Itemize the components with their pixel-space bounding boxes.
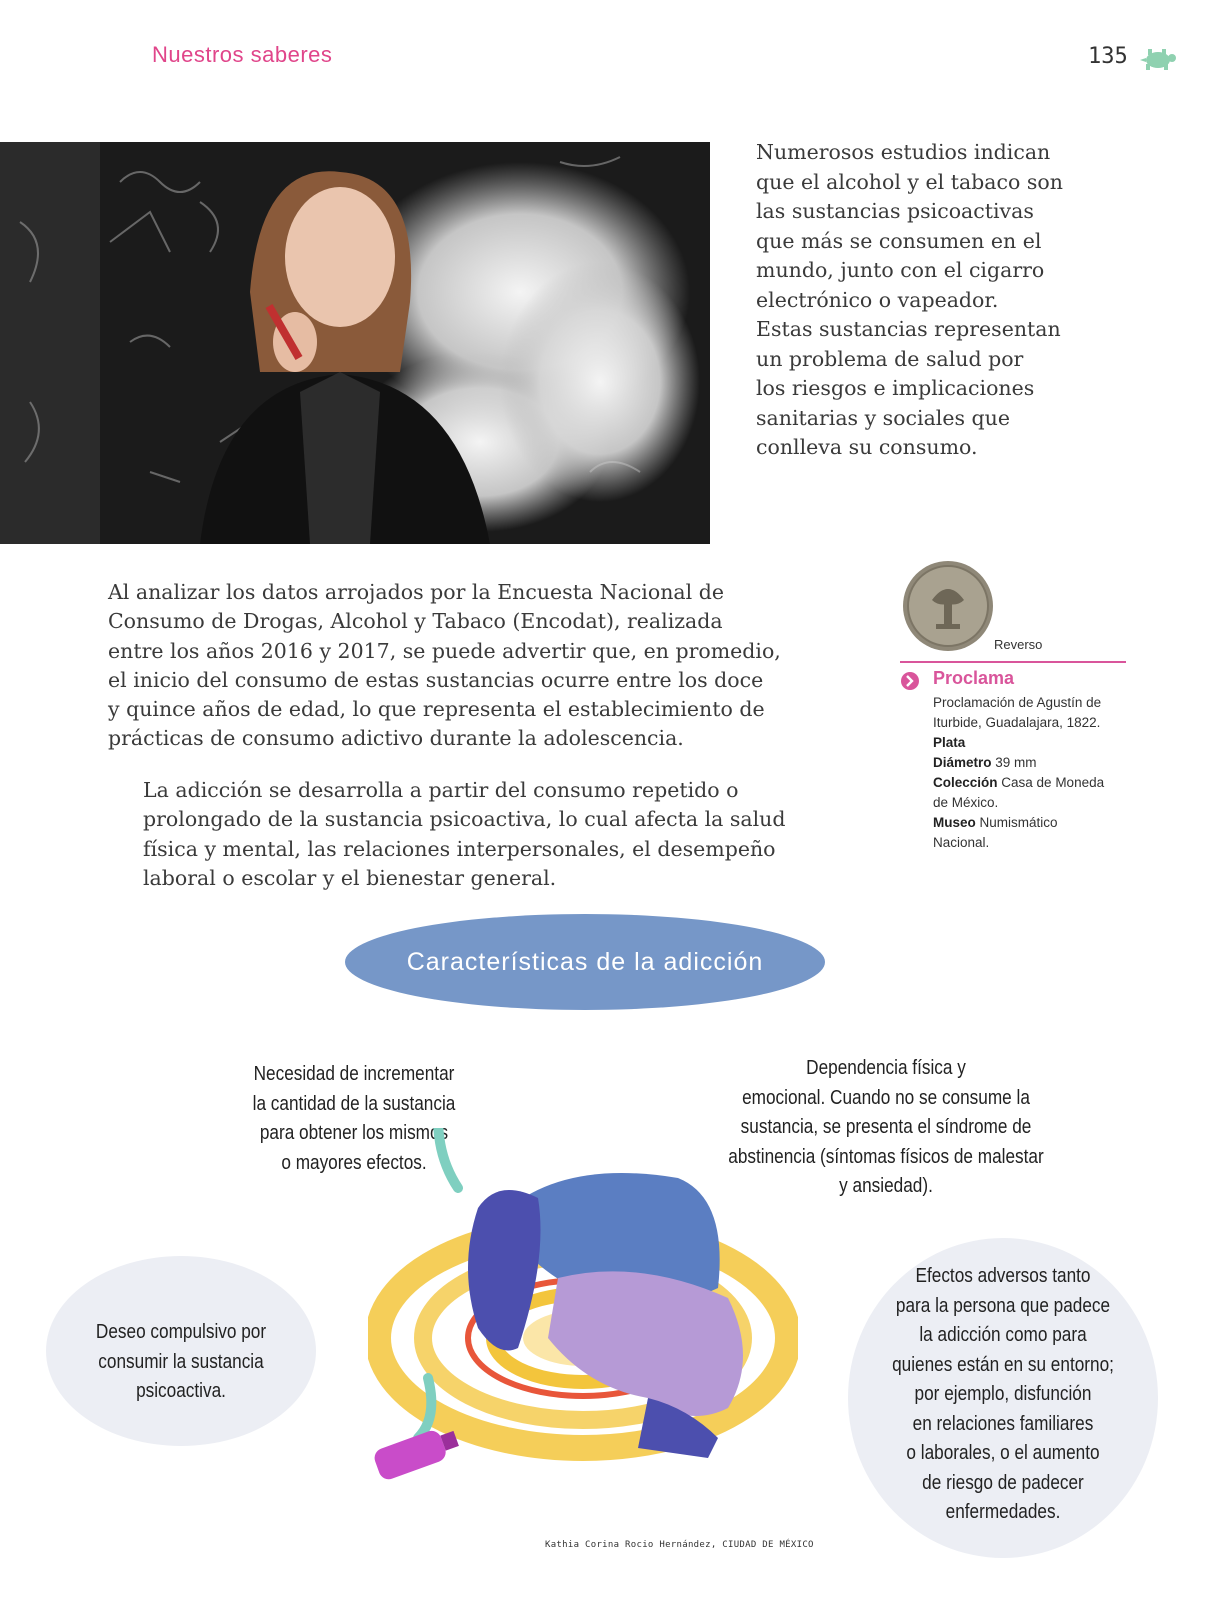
text-line: conlleva su consumo. <box>756 435 978 459</box>
collection-label: Colección <box>933 775 998 790</box>
text-line: consumir la sustancia <box>98 1350 264 1373</box>
text-line: los riesgos e implicaciones <box>756 376 1035 400</box>
text-line: o mayores efectos. <box>281 1151 427 1174</box>
text-line: La adicción se desarrolla a partir del consumo repetido o <box>143 778 739 802</box>
diameter-label: Diámetro <box>933 755 992 770</box>
text-line: que el alcohol y el tabaco son <box>756 169 1063 194</box>
text-line: emocional. Cuando no se consume la <box>742 1086 1030 1109</box>
characteristic-compulsion <box>74 1318 289 1407</box>
text-line: Dependencia física y <box>806 1057 966 1079</box>
text-line: y quince años de edad, lo que representa el establecimiento de <box>108 697 765 722</box>
text-line: quienes están en su entorno; <box>892 1353 1114 1376</box>
text-line: para obtener los mismos <box>259 1122 449 1144</box>
text-line: Efectos adversos tanto <box>915 1265 1091 1287</box>
turtle-ornament-icon <box>1136 46 1180 72</box>
section-title-pill <box>345 914 825 1010</box>
text-line: por ejemplo, disfunción <box>914 1383 1092 1405</box>
intro-paragraph <box>756 138 1186 463</box>
text-line: un problema de salud por <box>756 346 1024 371</box>
text-line: de riesgo de padecer <box>922 1471 1084 1494</box>
text-line: entre los años 2016 y 2017, se puede advertir que, en promedio, <box>108 638 781 663</box>
section-title: Características de la adicción <box>406 947 764 976</box>
museum-value: Numismático <box>979 815 1058 830</box>
page-number: 135 <box>1088 44 1128 69</box>
text-line: de México. <box>933 795 999 810</box>
text-line: el inicio del consumo de estas sustancias ocurre entre los doce <box>108 667 764 692</box>
text-line: Al analizar los datos arrojados por la Encuesta Nacional de <box>108 580 724 604</box>
illustration-credit: Kathia Corina Rocio Hernández, CIUDAD DE MÉXICO <box>545 1540 814 1550</box>
collection-value: Casa de Moneda <box>1001 775 1105 790</box>
section-header: Nuestros saberes <box>152 42 333 67</box>
vaping-photo <box>0 142 710 544</box>
text-line: Deseo compulsivo por <box>95 1321 267 1343</box>
coin-image <box>902 560 994 652</box>
text-line: la cantidad de la sustancia <box>252 1092 456 1115</box>
text-line: o laborales, o el aumento <box>906 1442 1100 1464</box>
addiction-illustration <box>368 1128 798 1528</box>
text-line: laboral o escolar y el bienestar general. <box>143 865 557 890</box>
text-line: abstinencia (síntomas físicos de malestar <box>728 1145 1044 1168</box>
text-line: la adicción como para <box>919 1324 1087 1346</box>
museum-label: Museo <box>933 815 976 830</box>
sidebar-title: Proclama <box>933 668 1015 688</box>
chevron-right-icon <box>900 671 920 691</box>
text-line: Numerosos estudios indican <box>756 140 1051 164</box>
material-label: Plata <box>933 735 966 750</box>
text-line: en relaciones familiares <box>912 1412 1094 1435</box>
text-line: para la persona que padece <box>895 1294 1111 1317</box>
text-line: mundo, junto con el cigarro <box>756 258 1045 282</box>
text-line: prácticas de consumo adictivo durante la adolescencia. <box>108 726 684 751</box>
text-line: sanitarias y sociales que <box>756 405 1010 430</box>
text-line: Iturbide, Guadalajara, 1822. <box>933 715 1101 730</box>
sidebar-divider <box>900 661 1126 663</box>
text-line: las sustancias psicoactivas <box>756 199 1034 223</box>
coin-caption: Reverso <box>994 637 1043 652</box>
text-line: sustancia, se presenta el síndrome de <box>740 1116 1032 1138</box>
text-line: prolongado de la sustancia psicoactiva, lo cual afecta la salud <box>143 807 786 832</box>
text-line: Consumo de Drogas, Alcohol y Tabaco (Encodat), realizada <box>108 609 723 634</box>
text-line: y ansiedad). <box>839 1175 933 1197</box>
text-line: física y mental, las relaciones interpersonales, el desempeño <box>143 836 776 861</box>
text-line: Proclamación de Agustín de <box>933 695 1102 710</box>
addiction-paragraph <box>143 776 808 893</box>
sidebar-description <box>933 693 1133 853</box>
characteristic-adverse-effects <box>878 1262 1127 1528</box>
encodat-paragraph <box>108 578 798 754</box>
text-line: Necesidad de incrementar <box>253 1063 455 1085</box>
text-line: enfermedades. <box>945 1501 1061 1523</box>
text-line: psicoactiva. <box>136 1380 226 1402</box>
text-line: electrónico o vapeador. <box>756 287 999 312</box>
text-line: Nacional. <box>933 835 990 850</box>
text-line: Estas sustancias representan <box>756 317 1061 341</box>
text-line: que más se consumen en el <box>756 228 1042 253</box>
diameter-value: 39 mm <box>995 755 1037 770</box>
